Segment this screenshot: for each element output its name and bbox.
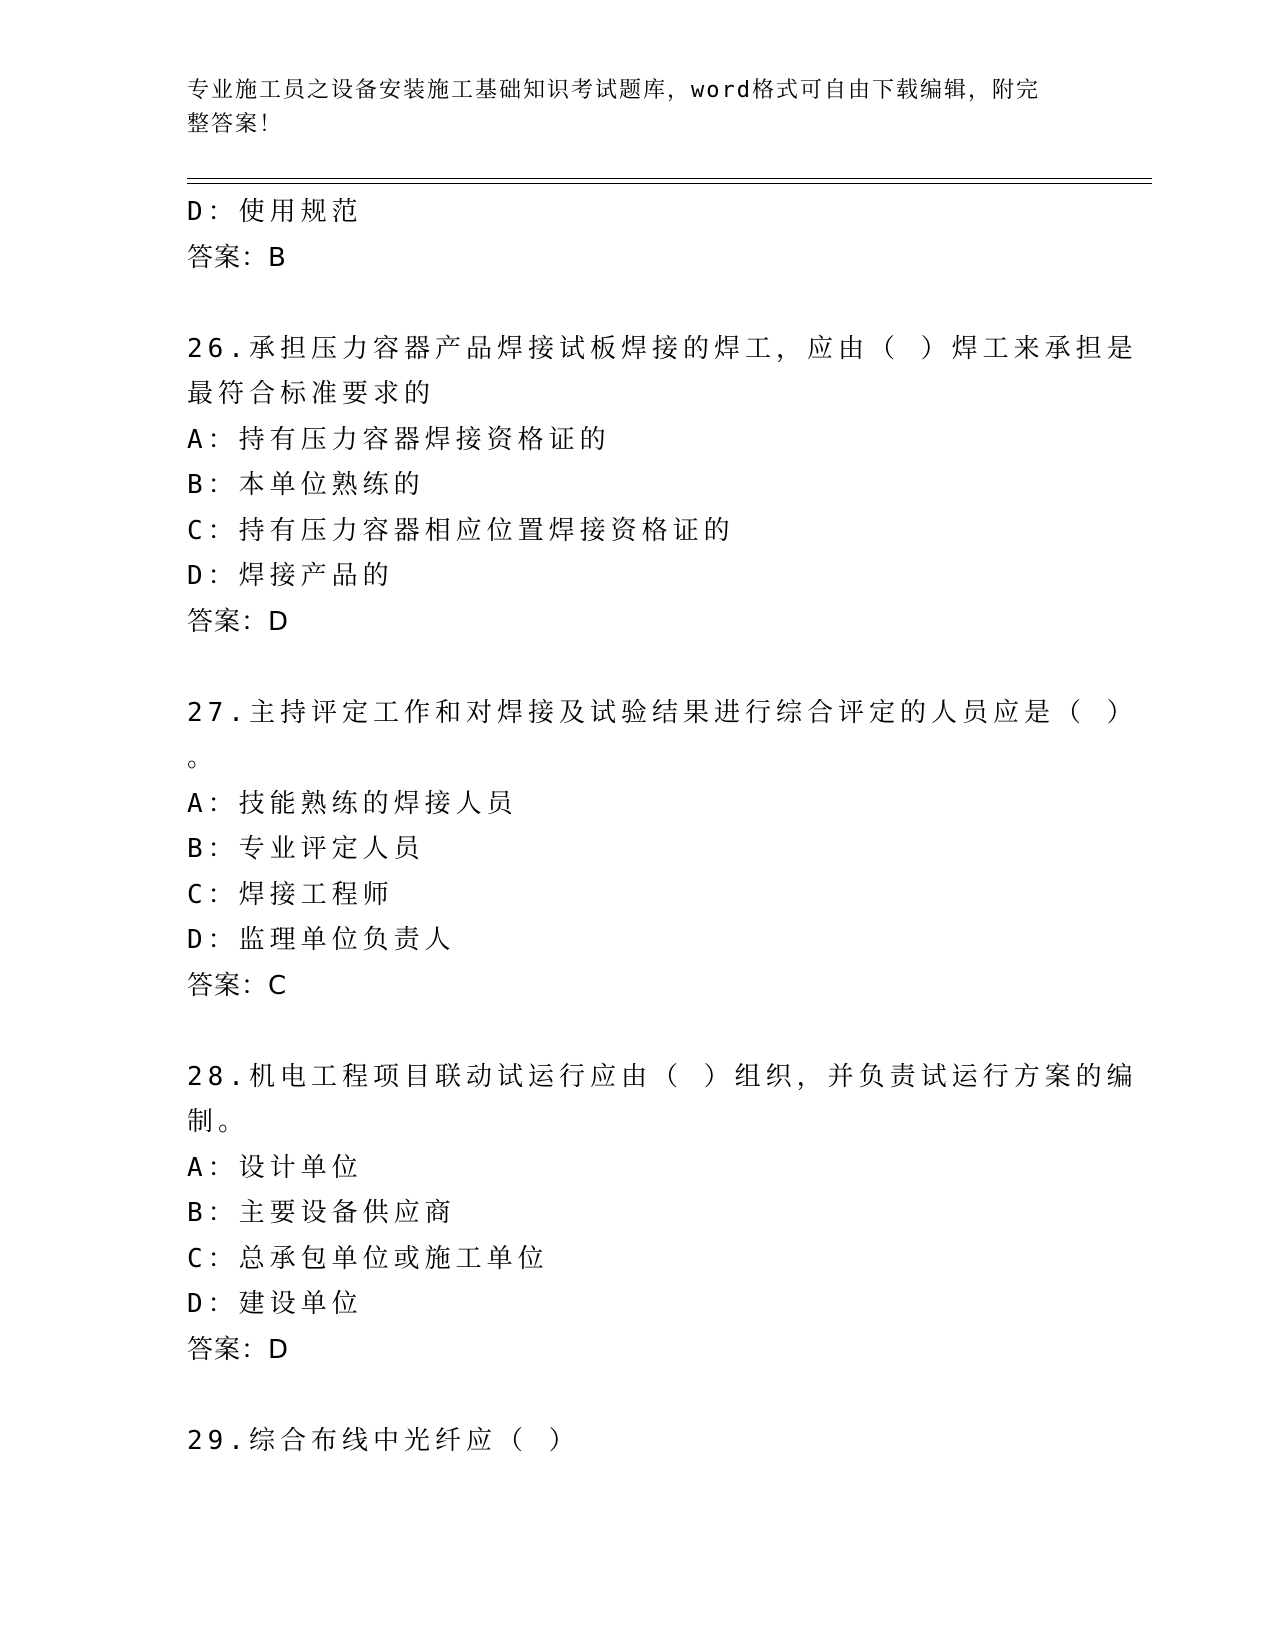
document-header	[187, 74, 1067, 142]
question-stem-line-1: 26.承担压力容器产品焊接试板焊接的焊工，应由（ ）焊工来承担是	[187, 333, 1138, 364]
option-d: D：焊接产品的	[187, 561, 394, 591]
question-list	[187, 190, 1138, 1464]
answer: 答案：D	[187, 1334, 290, 1365]
question-stem-line-1: 29.综合布线中光纤应（ ）	[187, 1425, 580, 1456]
option-a: A：持有压力容器焊接资格证的	[187, 424, 611, 455]
header-divider-top	[187, 178, 1152, 179]
header-divider-bottom	[187, 183, 1152, 184]
spacer	[187, 1373, 1087, 1419]
question-29	[187, 1419, 1087, 1465]
question-26	[187, 327, 1138, 646]
header-line-1: 专业施工员之设备安装施工基础知识考试题库，word格式可自由下载编辑，附完	[187, 78, 1040, 103]
question-stem-line-1: 28.机电工程项目联动试运行应由（ ）组织，并负责试运行方案的编	[187, 1061, 1138, 1092]
question-stem-line-2: 。	[187, 743, 219, 773]
option-b: B：专业评定人员	[187, 834, 425, 864]
option-c: C：焊接工程师	[187, 879, 394, 910]
spacer	[187, 645, 1087, 691]
option-d: D：建设单位	[187, 1289, 363, 1319]
header-line-2: 整答案！	[187, 112, 284, 137]
question-28	[187, 1055, 1138, 1374]
answer: 答案：D	[187, 606, 290, 637]
question-27	[187, 691, 1138, 1010]
question-stem-line-2: 最符合标准要求的	[187, 379, 436, 409]
spacer	[187, 281, 1087, 327]
question-stem-line-2: 制。	[187, 1107, 250, 1137]
prev-option-d: D：使用规范	[187, 197, 363, 227]
option-b: B：主要设备供应商	[187, 1198, 456, 1228]
option-d: D：监理单位负责人	[187, 925, 456, 955]
option-b: B：本单位熟练的	[187, 470, 425, 500]
spacer	[187, 1009, 1087, 1055]
option-c: C：持有压力容器相应位置焊接资格证的	[187, 515, 735, 546]
question-stem-line-1: 27.主持评定工作和对焊接及试验结果进行综合评定的人员应是（ ）	[187, 697, 1138, 728]
option-a: A：设计单位	[187, 1152, 363, 1183]
option-a: A：技能熟练的焊接人员	[187, 788, 518, 819]
answer: 答案：C	[187, 970, 288, 1001]
prev-answer: 答案：B	[187, 242, 287, 273]
option-c: C：总承包单位或施工单位	[187, 1243, 549, 1274]
